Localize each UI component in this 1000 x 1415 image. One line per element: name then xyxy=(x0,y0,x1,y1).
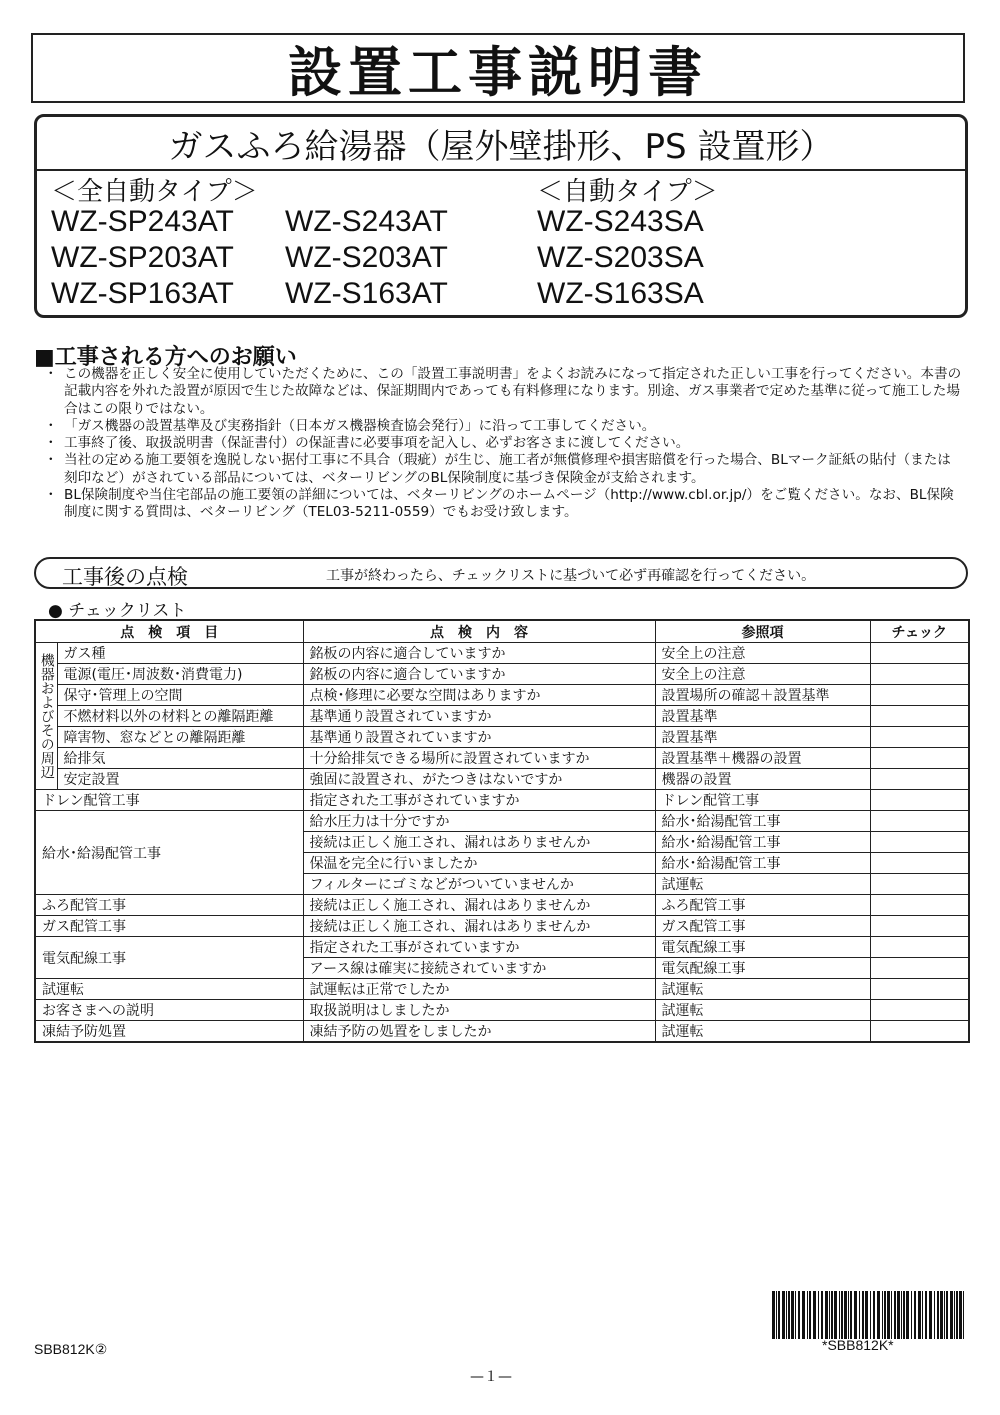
table-row xyxy=(35,769,969,790)
table-row xyxy=(35,643,969,664)
product-heading: ガスふろ給湯器（屋外壁掛形、PS 設置形） xyxy=(37,117,965,171)
ref-cell: 安全上の注意 xyxy=(655,664,870,685)
check-cell[interactable] xyxy=(870,706,969,727)
model-number: WZ-S203AT xyxy=(285,241,448,274)
content-cell: 基準通り設置されていますか xyxy=(303,706,655,727)
check-cell[interactable] xyxy=(870,1021,969,1043)
full-auto-type-label: ＜全自動タイプ＞ xyxy=(51,177,258,207)
item-cell: 保守･管理上の空間 xyxy=(57,685,303,706)
ref-cell: 設置基準 xyxy=(655,727,870,748)
checklist-label: ● チェックリスト xyxy=(48,601,187,621)
check-cell[interactable] xyxy=(870,832,969,853)
group-label: 機器およびその周辺 xyxy=(35,643,57,790)
item-cell: ふろ配管工事 xyxy=(35,895,303,916)
content-cell: 銘板の内容に適合していますか xyxy=(303,664,655,685)
checklist-table xyxy=(34,619,970,1043)
inspection-banner xyxy=(34,557,968,589)
content-cell: 保温を完全に行いましたか xyxy=(303,853,655,874)
table-row xyxy=(35,979,969,1000)
content-cell: 凍結予防の処置をしましたか xyxy=(303,1021,655,1043)
content-cell: フィルターにゴミなどがついていませんか xyxy=(303,874,655,895)
ref-cell: 安全上の注意 xyxy=(655,643,870,664)
list-item: ・ この機器を正しく安全に使用していただくために、この「設置工事説明書」をよくお読みになって指定された正しい工事を行ってください。本書の記載内容を外れた設置が原因で生じた故障などは、保証期間内であっても有料修理になります。別途、ガス事業者で定めた基準に従って施工した場合はこの限りではない。 xyxy=(42,366,962,418)
barcode-icon xyxy=(772,1291,966,1339)
model-number: WZ-SP163AT xyxy=(51,277,234,310)
check-cell[interactable] xyxy=(870,895,969,916)
item-cell: ガス配管工事 xyxy=(35,916,303,937)
table-header-row xyxy=(35,620,969,643)
ref-cell: 機器の設置 xyxy=(655,769,870,790)
table-row xyxy=(35,916,969,937)
table-row xyxy=(35,685,969,706)
item-cell: 給排気 xyxy=(57,748,303,769)
barcode-text: *SBB812K* xyxy=(822,1337,894,1353)
check-cell[interactable] xyxy=(870,958,969,979)
inspection-note: 工事が終わったら、チェックリストに基づいて必ず再確認を行ってください。 xyxy=(326,568,816,584)
item-cell: 不燃材料以外の材料との離隔距離 xyxy=(57,706,303,727)
content-cell: 銘板の内容に適合していますか xyxy=(303,643,655,664)
content-cell: 給水圧力は十分ですか xyxy=(303,811,655,832)
model-box xyxy=(34,114,968,318)
ref-cell: 試運転 xyxy=(655,1021,870,1043)
content-cell: 接続は正しく施工され、漏れはありませんか xyxy=(303,916,655,937)
document-title: 設置工事説明書 xyxy=(288,40,708,104)
list-item: ・ 「ガス機器の設置基準及び実務指針（日本ガス機器検査協会発行）」に沿って工事してください。 xyxy=(42,418,962,435)
content-cell: 接続は正しく施工され、漏れはありませんか xyxy=(303,832,655,853)
content-cell: 取扱説明はしましたか xyxy=(303,1000,655,1021)
ref-cell: 試運転 xyxy=(655,1000,870,1021)
header-check: チェック xyxy=(870,620,969,643)
content-cell: 接続は正しく施工され、漏れはありませんか xyxy=(303,895,655,916)
check-cell[interactable] xyxy=(870,1000,969,1021)
table-row xyxy=(35,811,969,832)
model-number: WZ-S163AT xyxy=(285,277,448,310)
ref-cell: ふろ配管工事 xyxy=(655,895,870,916)
content-cell: 指定された工事がされていますか xyxy=(303,937,655,958)
ref-cell: 給水･給湯配管工事 xyxy=(655,811,870,832)
check-cell[interactable] xyxy=(870,811,969,832)
check-cell[interactable] xyxy=(870,853,969,874)
table-row xyxy=(35,706,969,727)
auto-type-label: ＜自動タイプ＞ xyxy=(537,177,718,207)
item-cell: ガス種 xyxy=(57,643,303,664)
inspection-title: 工事後の点検 xyxy=(62,565,188,589)
requests-heading: ■工事される方へのお願い xyxy=(34,345,297,370)
check-cell[interactable] xyxy=(870,685,969,706)
check-cell[interactable] xyxy=(870,790,969,811)
item-cell: 安定設置 xyxy=(57,769,303,790)
item-cell: 電気配線工事 xyxy=(35,937,303,979)
check-cell[interactable] xyxy=(870,727,969,748)
ref-cell: 設置基準＋機器の設置 xyxy=(655,748,870,769)
table-row xyxy=(35,727,969,748)
item-cell: 凍結予防処置 xyxy=(35,1021,303,1043)
item-cell: 障害物、窓などとの離隔距離 xyxy=(57,727,303,748)
model-number: WZ-SP243AT xyxy=(51,205,234,238)
item-cell: お客さまへの説明 xyxy=(35,1000,303,1021)
list-item: ・ BL保険制度や当住宅部品の施工要領の詳細については、ベターリビングのホームページ（http://www.cbl.or.jp/）をご覧ください。なお、BL保険制度に関する質問は、ベターリビング（TEL03-5211-0559）でもお受け致します。 xyxy=(42,487,962,522)
ref-cell: 電気配線工事 xyxy=(655,958,870,979)
requests-list xyxy=(42,366,962,522)
table-row xyxy=(35,1000,969,1021)
table-row xyxy=(35,664,969,685)
ref-cell: 設置場所の確認＋設置基準 xyxy=(655,685,870,706)
content-cell: アース線は確実に接続されていますか xyxy=(303,958,655,979)
check-cell[interactable] xyxy=(870,664,969,685)
check-cell[interactable] xyxy=(870,643,969,664)
check-cell[interactable] xyxy=(870,769,969,790)
content-cell: 十分給排気できる場所に設置されていますか xyxy=(303,748,655,769)
table-row xyxy=(35,937,969,958)
model-number: WZ-S243SA xyxy=(537,205,704,238)
content-cell: 基準通り設置されていますか xyxy=(303,727,655,748)
content-cell: 強固に設置され、がたつきはないですか xyxy=(303,769,655,790)
model-number: WZ-S203SA xyxy=(537,241,704,274)
ref-cell: 試運転 xyxy=(655,979,870,1000)
list-item: ・ 当社の定める施工要領を逸脱しない据付工事に不具合（瑕疵）が生じ、施工者が無償修理や損害賠償を行った場合、BLマーク証紙の貼付（または刻印など）がされている部品については、ベターリビングのBL保険制度に基づき保険金が支給されます。 xyxy=(42,452,962,487)
ref-cell: 給水･給湯配管工事 xyxy=(655,853,870,874)
header-item: 点 検 項 目 xyxy=(35,620,303,643)
ref-cell: 給水･給湯配管工事 xyxy=(655,832,870,853)
header-content: 点 検 内 容 xyxy=(303,620,655,643)
document-title-box xyxy=(31,33,965,103)
check-cell[interactable] xyxy=(870,874,969,895)
header-ref: 参照項 xyxy=(655,620,870,643)
check-cell[interactable] xyxy=(870,937,969,958)
content-cell: 試運転は正常でしたか xyxy=(303,979,655,1000)
model-number: WZ-SP203AT xyxy=(51,241,234,274)
item-cell: 給水･給湯配管工事 xyxy=(35,811,303,895)
table-row xyxy=(35,790,969,811)
check-cell[interactable] xyxy=(870,748,969,769)
check-cell[interactable] xyxy=(870,979,969,1000)
table-row xyxy=(35,895,969,916)
model-number: WZ-S243AT xyxy=(285,205,448,238)
item-cell: 電源(電圧･周波数･消費電力) xyxy=(57,664,303,685)
table-row xyxy=(35,748,969,769)
ref-cell: 電気配線工事 xyxy=(655,937,870,958)
ref-cell: ガス配管工事 xyxy=(655,916,870,937)
ref-cell: 試運転 xyxy=(655,874,870,895)
content-cell: 点検･修理に必要な空間はありますか xyxy=(303,685,655,706)
check-cell[interactable] xyxy=(870,916,969,937)
list-item: ・ 工事終了後、取扱説明書（保証書付）の保証書に必要事項を記入し、必ずお客さまに渡してください。 xyxy=(42,435,962,452)
ref-cell: 設置基準 xyxy=(655,706,870,727)
item-cell: 試運転 xyxy=(35,979,303,1000)
item-cell: ドレン配管工事 xyxy=(35,790,303,811)
table-row xyxy=(35,1021,969,1043)
model-number: WZ-S163SA xyxy=(537,277,704,310)
document-code: SBB812K② xyxy=(34,1341,108,1357)
content-cell: 指定された工事がされていますか xyxy=(303,790,655,811)
ref-cell: ドレン配管工事 xyxy=(655,790,870,811)
page-number: —１— xyxy=(470,1369,512,1385)
